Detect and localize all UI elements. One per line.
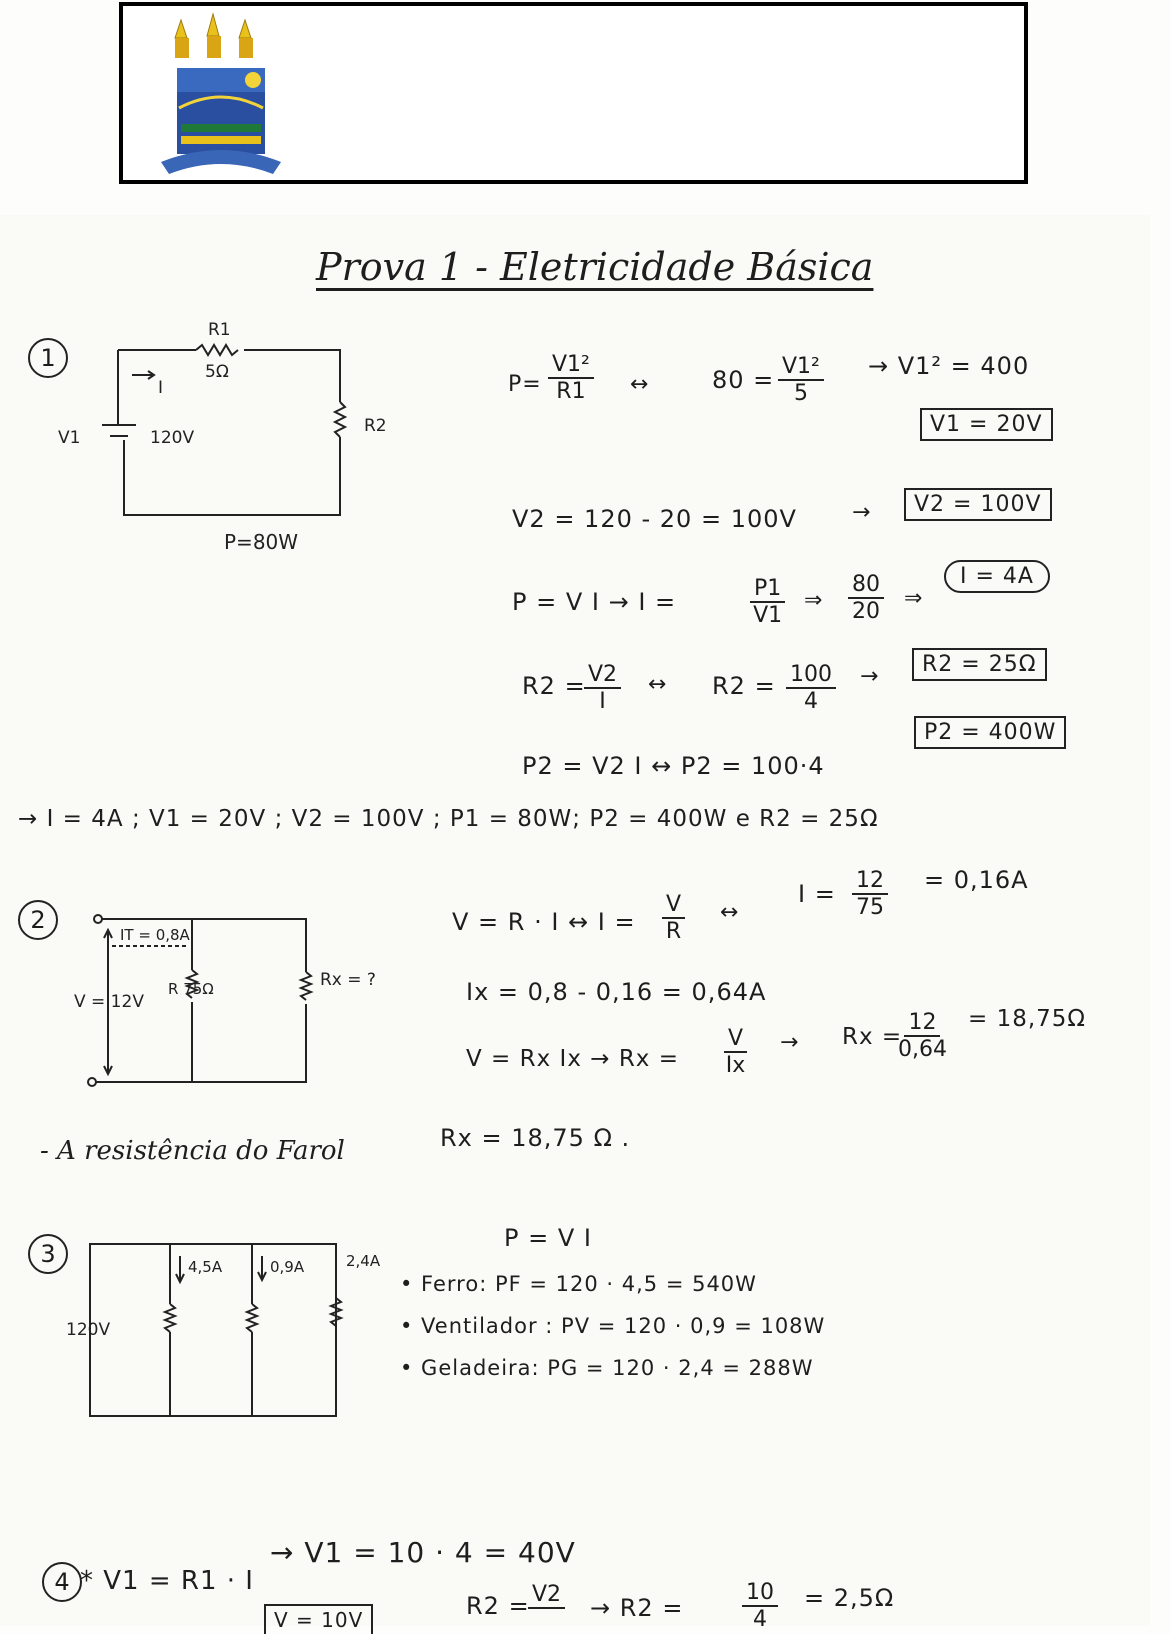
q1-label-current: I [158,378,164,398]
q1-eq-v2: V2 = 120 - 20 = 100V [512,505,797,533]
page-title: Prova 1 - Eletricidade Básica [316,245,874,289]
q2-conclusion-text: - A resistência do Farol [40,1136,345,1166]
q3-line-ventilador: • Ventilador : PV = 120 · 0,9 = 108W [400,1314,826,1338]
q1-eq-p2: P2 = V2 I ↔ P2 = 100·4 [522,752,825,780]
arrow-icon: → [860,664,880,689]
q4-eq-3-lhs: R2 = [466,1592,530,1620]
q1-eq-r2-lhs: R2 = [522,672,586,700]
q1-label-r1: R1 [208,320,231,340]
q2-eq-ix: Ix = 0,8 - 0,16 = 0,64A [466,978,767,1006]
arrow-icon: ↔ [630,372,650,397]
q4-eq-3-result: = 2,5Ω [804,1584,895,1612]
q1-eq-square: → V1² = 400 [868,352,1030,380]
q4-partial-box: V = 10V [264,1604,373,1634]
arrow-icon: ⇒ [904,586,924,611]
q2-eq-rx-fraction: $\frac{V}{Ix}$ [725,1026,746,1078]
arrow-icon: → [780,1030,800,1055]
q2-eq-rx2-lhs: Rx = [842,1024,903,1050]
q4-eq-3-mid: → R2 = [590,1594,684,1622]
q1-summary: → I = 4A ; V1 = 20V ; V2 = 100V ; P1 = 80W; P2 = 400W e R2 = 25Ω [18,806,879,832]
question-number: 2 [18,900,58,940]
q1-label-source: V1 [58,428,81,448]
q2-eq-i-fraction: $\frac{12}{75}$ [852,868,888,920]
q1-label-r2: R2 [364,416,387,436]
q2-eq-rx-lhs: V = Rx Ix → Rx = [466,1046,679,1072]
q1-result-v2: V2 = 100V [904,488,1052,521]
q3-label-v: 120V [66,1320,111,1340]
q3-label-i1: 4,5A [188,1258,223,1276]
q1-label-source-value: 120V [150,428,195,448]
q1-eq-power-fraction: $\frac{\text{V1²}}{R1}$ [548,352,594,404]
q1-eq-sub-fraction: $\frac{\text{V1²}}{5}$ [778,354,824,406]
q4-eq-2: → V1 = 10 · 4 = 40V [270,1536,576,1569]
q4-eq-3-fraction-2: $\frac{10}{4}$ [742,1580,778,1632]
arrow-icon: → [852,500,872,525]
q1-result-p2: P2 = 400W [914,716,1066,749]
q2-eq-i-lhs: I = [798,880,836,908]
q2-label-v: V = 12V [74,992,144,1012]
q1-eq-power-lhs: P= [508,372,542,397]
q1-result-v1: V1 = 20V [920,408,1053,441]
q2-label-it: IT = 0,8A [120,926,190,944]
q1-eq-r2-fraction-2: $\frac{100}{4}$ [786,662,836,714]
question-number: 3 [28,1234,68,1274]
q2-label-rx: Rx = ? [320,970,376,990]
q1-label-r1-value: 5Ω [205,362,229,382]
q4-eq-3-fraction: V2 [528,1582,565,1609]
q2-eq-i-result: = 0,16A [924,866,1029,894]
q3-line-geladeira: • Geladeira: PG = 120 · 2,4 = 288W [400,1356,814,1380]
q3-eq-power: P = V I [504,1224,592,1252]
question-number: 1 [28,338,68,378]
q1-eq-i-fraction-2: $\frac{80}{20}$ [848,572,884,624]
q4-eq-1: * V1 = R1 · I [80,1566,254,1596]
arrow-icon: ⇒ [804,588,824,613]
q1-result-r2: R2 = 25Ω [912,648,1047,681]
q3-label-i2: 0,9A [270,1258,305,1276]
q2-eq-ohm-fraction: $\frac{V}{R}$ [662,892,685,944]
arrow-icon: ↔ [648,672,668,697]
q1-result-i: I = 4A [944,560,1050,593]
q1-eq-i-fraction: $\frac{P1}{V1}$ [750,576,785,628]
q2-label-r: R 75Ω [168,980,214,998]
q1-eq-sub-lhs: 80 = [712,366,775,394]
q1-eq-i-lhs: P = V I → I = [512,588,677,616]
q3-label-i3: 2,4A [346,1252,381,1270]
q2-conclusion-value: Rx = 18,75 Ω . [440,1124,631,1152]
q1-eq-r2-mid: R2 = [712,672,776,700]
arrow-icon: ↔ [720,900,740,925]
q2-eq-ohm: V = R · I ↔ I = [452,908,636,936]
q1-label-power: P=80W [224,530,299,554]
q2-eq-rx2-result: = 18,75Ω [968,1006,1087,1032]
q1-eq-r2-fraction: $\frac{V2}{I}$ [584,662,621,714]
question-number: 4 [42,1562,82,1602]
q3-line-ferro: • Ferro: PF = 120 · 4,5 = 540W [400,1272,757,1296]
q2-eq-rx2-fraction: $\frac{12}{0,64}$ [898,1010,947,1062]
